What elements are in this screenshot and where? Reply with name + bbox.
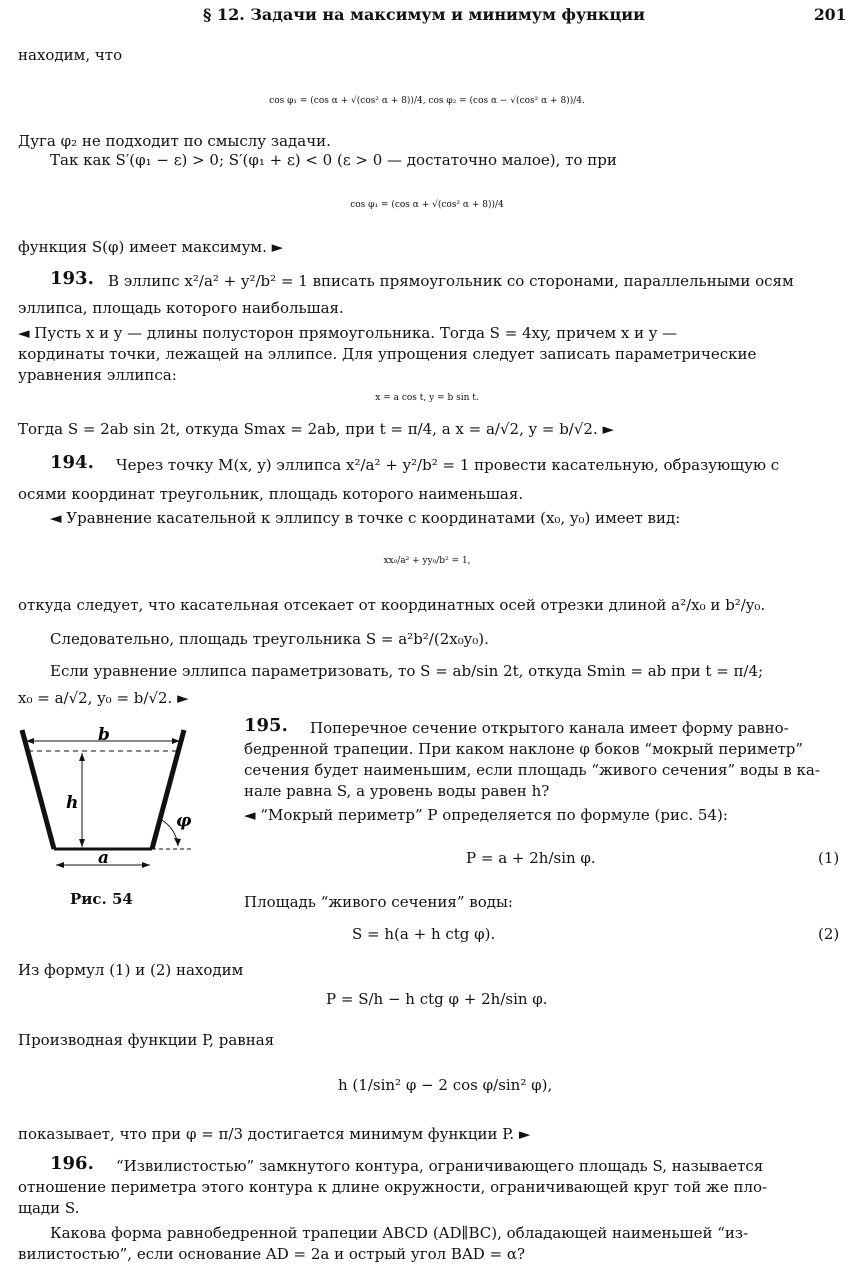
text-line: Производная функции P, равная (18, 1031, 275, 1049)
text-line: ◄ Уравнение касательной к эллипсу в точке с координатами (x₀, y₀) имеет вид: (50, 509, 681, 527)
text-line: сечения будет наименьшим, если площадь “живого сечения” воды в ка- (244, 761, 820, 779)
figure-label-h: h (66, 793, 79, 813)
formula-parametric: x = a cos t, y = b sin t. (375, 393, 479, 403)
text-line: находим, что (18, 46, 123, 64)
figure-label-a: a (98, 848, 110, 868)
problem-number-195: 195. (244, 715, 288, 736)
formula-derivative: h (1/sin² φ − 2 cos φ/sin² φ), (338, 1076, 553, 1094)
text-line: Из формул (1) и (2) находим (18, 961, 244, 979)
formula-cos-phi: cos φ₁ = (cos α + √(cos² α + 8))/4, cos φ₂ = (cos α − √(cos² α + 8))/4. (269, 96, 585, 106)
text-line: ◄ Пусть x и y — длины полусторон прямоугольника. Тогда S = 4xy, причем x и y — (18, 324, 678, 342)
problem-195-text: Поперечное сечение открытого канала имеет форму равно- (310, 719, 789, 737)
text-line: Следовательно, площадь треугольника S = a²b²/(2x₀y₀). (50, 630, 489, 648)
formula-cos-phi1: cos φ₁ = (cos α + √(cos² α + 8))/4 (350, 200, 504, 210)
problem-193-text: В эллипс x²/a² + y²/b² = 1 вписать прямоугольник со сторонами, параллельными осям (108, 272, 794, 290)
text-line: бедренной трапеции. При каком наклоне φ боков “мокрый периметр” (244, 740, 804, 758)
equation-number-1: (1) (818, 849, 840, 867)
formula-perimeter: P = a + 2h/sin φ. (466, 849, 596, 867)
page-number: 201 (814, 5, 847, 24)
problem-196-text: “Извилистостью” замкнутого контура, ограничивающего площадь S, называется (116, 1157, 764, 1175)
problem-number-196: 196. (50, 1153, 94, 1174)
text-line: Площадь “живого сечения” воды: (244, 893, 513, 911)
text-line: Если уравнение эллипса параметризовать, то S = ab/sin 2t, откуда Smin = ab при t = π/4; (50, 662, 764, 680)
formula-area: S = h(a + h ctg φ). (352, 925, 496, 943)
figure-caption: Рис. 54 (70, 890, 133, 908)
text-line: Какова форма равнобедренной трапеции ABCD (AD∥BC), обладающей наименьшей “из- (50, 1224, 749, 1242)
text-line: функция S(φ) имеет максимум. ► (18, 238, 284, 256)
text-line: x₀ = a/√2, y₀ = b/√2. ► (18, 689, 189, 707)
figure-label-phi: φ (176, 811, 192, 831)
figure-54-trapezoid (14, 720, 224, 880)
problem-number-193: 193. (50, 268, 94, 289)
text-line: показывает, что при φ = π/3 достигается минимум функции P. ► (18, 1125, 531, 1143)
problem-194-text: Через точку M(x, y) эллипса x²/a² + y²/b² = 1 провести касательную, образующую с (116, 456, 780, 474)
text-line: вилистостью”, если основание AD = 2a и острый угол BAD = α? (18, 1245, 526, 1263)
equation-number-2: (2) (818, 925, 840, 943)
text-line: эллипса, площадь которого наибольшая. (18, 299, 344, 317)
text-line: уравнения эллипса: (18, 366, 177, 384)
text-line: Тогда S = 2ab sin 2t, откуда Smax = 2ab, при t = π/4, а x = a/√2, y = b/√2. ► (18, 420, 615, 438)
text-line: Так как S′(φ₁ − ε) > 0; S′(φ₁ + ε) < 0 (ε > 0 — достаточно малое), то при (50, 151, 617, 169)
running-header: § 12. Задачи на максимум и минимум функции (203, 5, 645, 24)
text-line: Дуга φ₂ не подходит по смыслу задачи. (18, 132, 331, 150)
text-line: нале равна S, а уровень воды равен h? (244, 782, 550, 800)
text-line: отношение периметра этого контура к длине окружности, ограничивающей круг той же пло- (18, 1178, 768, 1196)
problem-number-194: 194. (50, 452, 94, 473)
formula-tangent: xx₀/a² + yy₀/b² = 1, (383, 556, 471, 566)
text-line: щади S. (18, 1199, 80, 1217)
figure-label-b: b (98, 725, 110, 745)
text-line: ◄ “Мокрый периметр” P определяется по формуле (рис. 54): (244, 806, 728, 824)
text-line: кординаты точки, лежащей на эллипсе. Для упрощения следует записать параметрические (18, 345, 757, 363)
text-line: откуда следует, что касательная отсекает от координатных осей отрезки длиной a²/x₀ и b²/y₀. (18, 596, 766, 614)
formula-P: P = S/h − h ctg φ + 2h/sin φ. (326, 990, 548, 1008)
text-line: осями координат треугольник, площадь которого наименьшая. (18, 485, 524, 503)
